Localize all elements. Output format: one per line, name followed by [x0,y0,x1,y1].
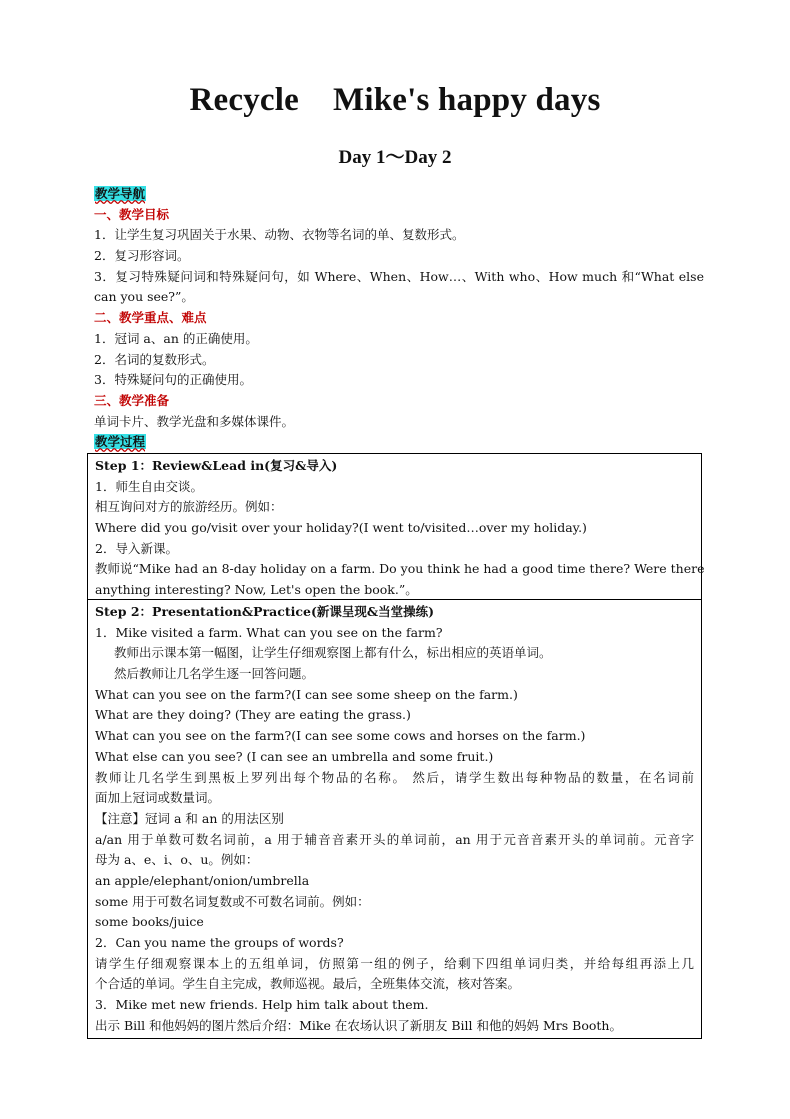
step2-line: What else can you see? (I can see an umbrella and some fruit.) [95,748,494,764]
step2-line: 面加上冠词或数量词。 [95,790,221,806]
step2-line: What can you see on the farm?(I can see some cows and horses on the farm.) [95,728,586,744]
title-recycle: Recycle [189,82,299,118]
step1-heading: Step 1：Review&Lead in(复习&导入) [95,458,338,473]
step1-line: 教师说“Mike had an 8-day holiday on a farm. Do you think he had a good time there? Were there [95,561,705,577]
step2-line: 【注意】冠词 a 和 an 的用法区别 [95,810,284,826]
step2-line: What can you see on the farm?(I can see some sheep on the farm.) [95,686,518,702]
step2-line: an apple/elephant/onion/umbrella [95,872,310,888]
step2-line: 请学生仔细观察课本上的五组单词，仿照第一组的例子，给剩下四组单词归类，并给每组再添上几 [95,955,694,971]
goal-item: can you see?”。 [94,289,194,305]
step2-line: some books/juice [95,914,204,930]
step2-line: 教师出示课本第一幅图，让学生仔细观察图上都有什么，标出相应的英语单词。 [114,645,552,661]
key-point-item: 3．特殊疑问句的正确使用。 [94,372,252,388]
guide-label: 教学导航 [95,186,146,201]
step2-cell [87,599,702,1039]
goal-item: 3．复习特殊疑问词和特殊疑问句，如 Where、When、How…、With who、How much 和“What else [94,268,704,284]
step2-line: 2．Can you name the groups of words? [95,935,344,950]
preparation-heading: 三、教学准备 [94,392,170,408]
goal-item: 2．复习形容词。 [94,248,190,264]
step1-cell [87,453,705,600]
key-point-item: 2．名词的复数形式。 [94,351,215,367]
step2-line: a/an 用于单数可数名词前，a 用于辅音音素开头的单词前，an 用于元音音素开头的单词前。元音字 [95,831,694,847]
step1-line: 相互询问对方的旅游经历。例如： [95,499,283,515]
teaching-guide [94,184,704,453]
step2-line: 3．Mike met new friends. Help him talk about them. [95,997,429,1013]
step2-line: 出示 Bill 和他妈妈的图片然后介绍：Mike 在农场认识了新朋友 Bill 和他的妈妈 Mrs Booth。 [95,1017,622,1033]
step1-line: Where did you go/visit over your holiday?(I went to/visited…over my holiday.) [95,520,587,536]
document-title [0,82,790,119]
goal-item: 1．让学生复习巩固关于水果、动物、衣物等名词的单、复数形式。 [94,227,465,243]
title-unit-name: Mike's happy days [333,82,601,118]
step2-line: 教师让几名学生到黑板上罗列出每个物品的名称。 然后，请学生数出每种物品的数量，在名词前 [95,769,694,785]
step2-line: 然后教师让几名学生逐一回答问题。 [114,666,315,682]
step2-line: What are they doing? (They are eating the grass.) [95,707,411,723]
key-points-heading: 二、教学重点、难点 [94,310,207,326]
step2-line: some 用于可数名词复数或不可数名词前。例如： [95,893,370,909]
step2-heading: Step 2：Presentation&Practice(新课呈现&当堂操练) [95,604,435,619]
step2-line: 母为 a、e、i、o、u。例如： [95,852,259,868]
process-label: 教学过程 [95,434,146,450]
document-subtitle: Day 1～Day 2 [338,147,452,168]
step1-line: 2．导入新课。 [95,540,178,556]
preparation-item: 单词卡片、教学光盘和多媒体课件。 [94,413,295,429]
step1-line: anything interesting? Now, Let's open the book.”。 [95,582,418,598]
step2-line: 1．Mike visited a farm. What can you see on the farm? [95,624,443,640]
step2-line: 个合适的单词。学生自主完成，教师巡视。最后，全班集体交流，核对答案。 [95,976,521,992]
key-point-item: 1．冠词 a、an 的正确使用。 [94,330,258,346]
step1-line: 1．师生自由交谈。 [95,478,203,494]
goals-heading: 一、教学目标 [94,206,170,222]
